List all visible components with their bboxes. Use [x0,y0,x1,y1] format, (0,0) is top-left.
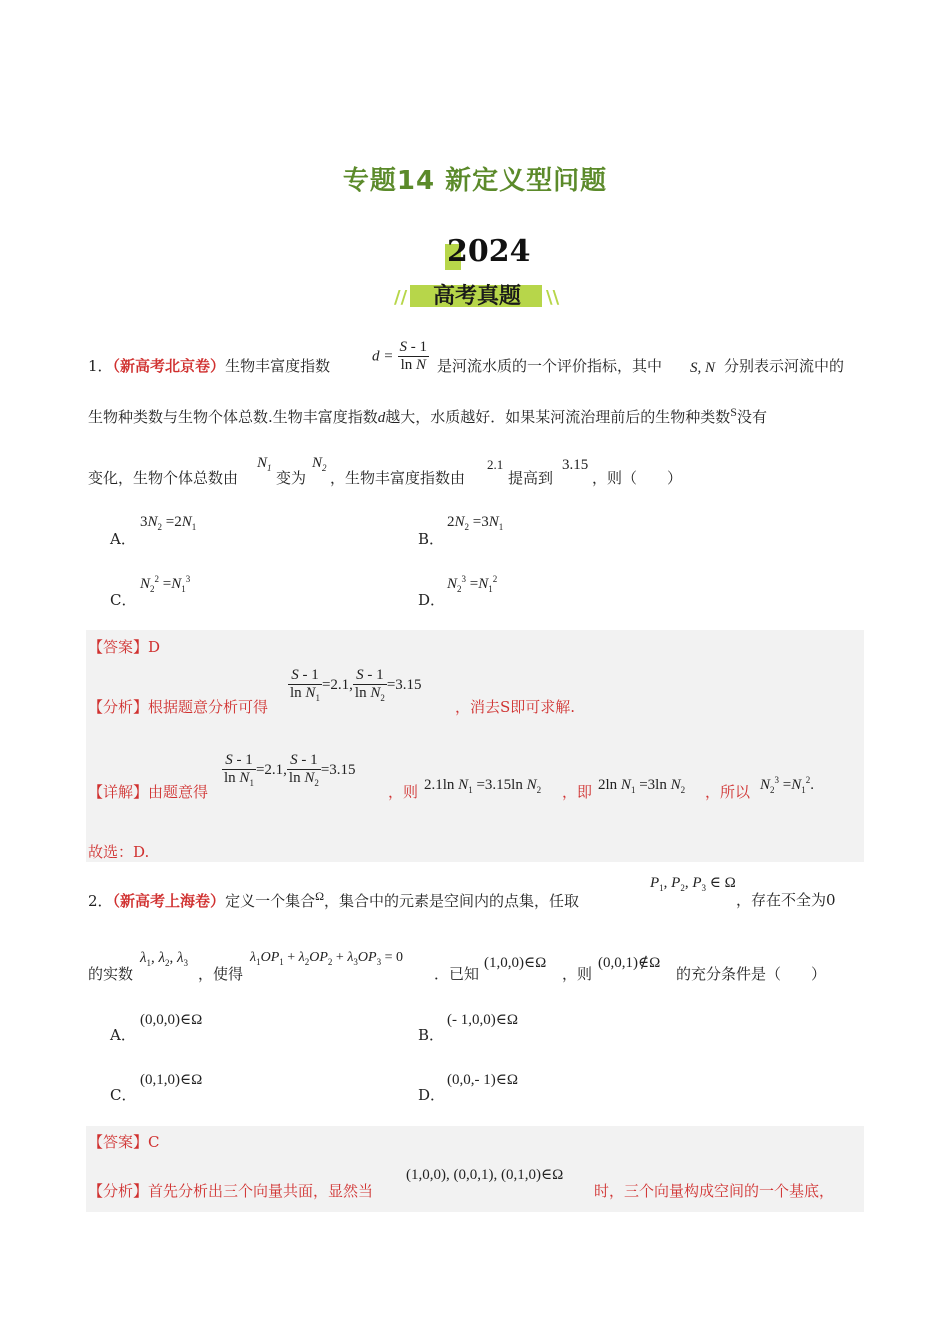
q1-option-c-formula[interactable]: $N_2^2 =N_1^3$ [140,574,191,594]
formula-n1: $N_1$ [257,455,272,473]
badge-year: 2024 [447,234,531,269]
question-number: 2． [88,892,113,910]
q2-option-b-formula[interactable]: (- 1,0,0)∈Ω [447,1012,518,1028]
question-1-line-3-b: 变为 [276,469,307,487]
detail-1-mid-1: ，则 [388,783,419,801]
badge-right-mark: \\ [546,287,560,308]
formula-n2: $N_2$ [312,455,327,473]
q1-option-c-label[interactable]: C． [110,591,137,609]
q2-option-c-label[interactable]: C． [110,1086,137,1104]
formula-d: d = $\frac{S - 1}{\text{ln N}}$ [372,339,428,373]
analysis-1-formula: $\frac{S - 1}{\ln N_1}$ =2.1, $\frac{S - 1}{\ln N_2}$ =3.15 [290,667,422,703]
detail-1-mid-2: ，即 [562,783,593,801]
detail-1-formula: $\frac{S - 1}{\ln N_1}$ =2.1, $\frac{S - 1}{\ln N_2}$ =3.15 [224,752,356,788]
q2-option-b-label[interactable]: B． [418,1026,445,1044]
analysis-1-label: 【分析】根据题意分析可得 [88,698,269,716]
question-1-line-3-a: 变化，生物个体总数由 [88,469,239,487]
question-1-text-3: 分别表示河流中的 [724,357,845,375]
q2-option-d-label[interactable]: D． [418,1086,446,1104]
formula-known: (1,0,0)∈Ω [484,955,547,971]
question-2-line-2-e: 的充分条件是（ ） [676,965,827,983]
formula-not-in: (0,0,1)∉Ω [598,955,661,971]
question-2-line-1: 2．（新高考上海卷）定义一个集合$^\Omega$，集合中的元素是空间内的点集，任取 [88,889,580,910]
question-1-line-3-e: ，则（ ） [592,469,683,487]
question-1-line-3-c: ，生物丰富度指数由 [330,469,466,487]
detail-1-eq-3: $N_2^3 =N_1^2$. [760,775,814,795]
analysis-2-tail: 时，三个向量构成空间的一个基底， [594,1182,835,1200]
answer-1: 【答案】D [88,638,161,656]
value-3-15: 3.15 [562,457,589,473]
question-2-text-3: ，存在不全为0 [736,891,836,909]
question-number: 1． [88,357,113,375]
q2-option-a-label[interactable]: A． [110,1026,136,1044]
question-1-line-1: 1．（新高考北京卷）生物丰富度指数 [88,357,331,375]
value-2-1: 2.1 [487,457,504,472]
q2-option-c-formula[interactable]: (0,1,0)∈Ω [140,1072,203,1088]
detail-1-mid-3: ，所以 [705,783,751,801]
q2-option-d-formula[interactable]: (0,0,- 1)∈Ω [447,1072,518,1088]
badge-left-mark: // [394,287,408,308]
answer-block-1 [86,630,864,862]
page-title: 专题14 新定义型问题 [342,166,608,196]
detail-1-label: 【详解】由题意得 [88,783,209,801]
q1-option-d-label[interactable]: D． [418,591,446,609]
analysis-2-formula: (1,0,0), (0,0,1), (0,1,0)∈Ω [406,1167,564,1183]
q1-option-a-formula[interactable]: $3N_2 =2N_1$ [140,514,197,532]
question-2-line-2-b: ，使得 [198,965,244,983]
choose-1: 故选：D. [88,843,150,861]
answer-2: 【答案】C [88,1133,160,1151]
question-2-line-2-a: 的实数 [88,965,134,983]
badge-label: 高考真题 [432,284,521,309]
question-2-line-2-d: ，则 [562,965,593,983]
detail-1-eq-2: 2ln $N_1 =3\ln$ $N_2$ [598,777,686,795]
q2-option-a-formula[interactable]: (0,0,0)∈Ω [140,1012,203,1028]
question-2-line-2-c: ．已知 [434,965,480,983]
question-1-line-2: 生物种类数与生物个体总数.生物丰富度指数d越大，水质越好．如果某河流治理前后的生物种类数$^S$没有 [88,405,767,426]
q1-option-a-label[interactable]: A． [110,530,136,548]
analysis-1-tail: ，消去S即可求解. [455,698,576,716]
question-source: （新高考上海卷） [112,892,226,910]
formula-lambdas: $\lambda_1$, $\lambda_2$, $\lambda_3$ [140,950,188,968]
question-1-text-2: 是河流水质的一个评价指标，其中 [437,357,663,375]
formula-p-set: $P_1$, $P_2$, $P_3$ ∈ Ω [650,875,736,893]
detail-1-eq-1: 2.1ln $N_1 =3.15\ln$ $N_2$ [424,777,542,795]
analysis-2-label: 【分析】首先分析出三个向量共面，显然当 [88,1182,374,1200]
q1-option-b-label[interactable]: B． [418,530,445,548]
formula-vector-sum: $\lambda_1OP_1 + \lambda_2OP_2 + \lambda_3OP_3 = 0$ [250,950,403,967]
question-source: （新高考北京卷） [112,357,226,375]
question-1-line-3-d: 提高到 [508,469,554,487]
q1-option-b-formula[interactable]: $2N_2 =3N_1$ [447,514,504,532]
q1-option-d-formula[interactable]: $N_2^3 =N_1^2$ [447,574,498,594]
formula-s-n: S, N [690,360,716,376]
